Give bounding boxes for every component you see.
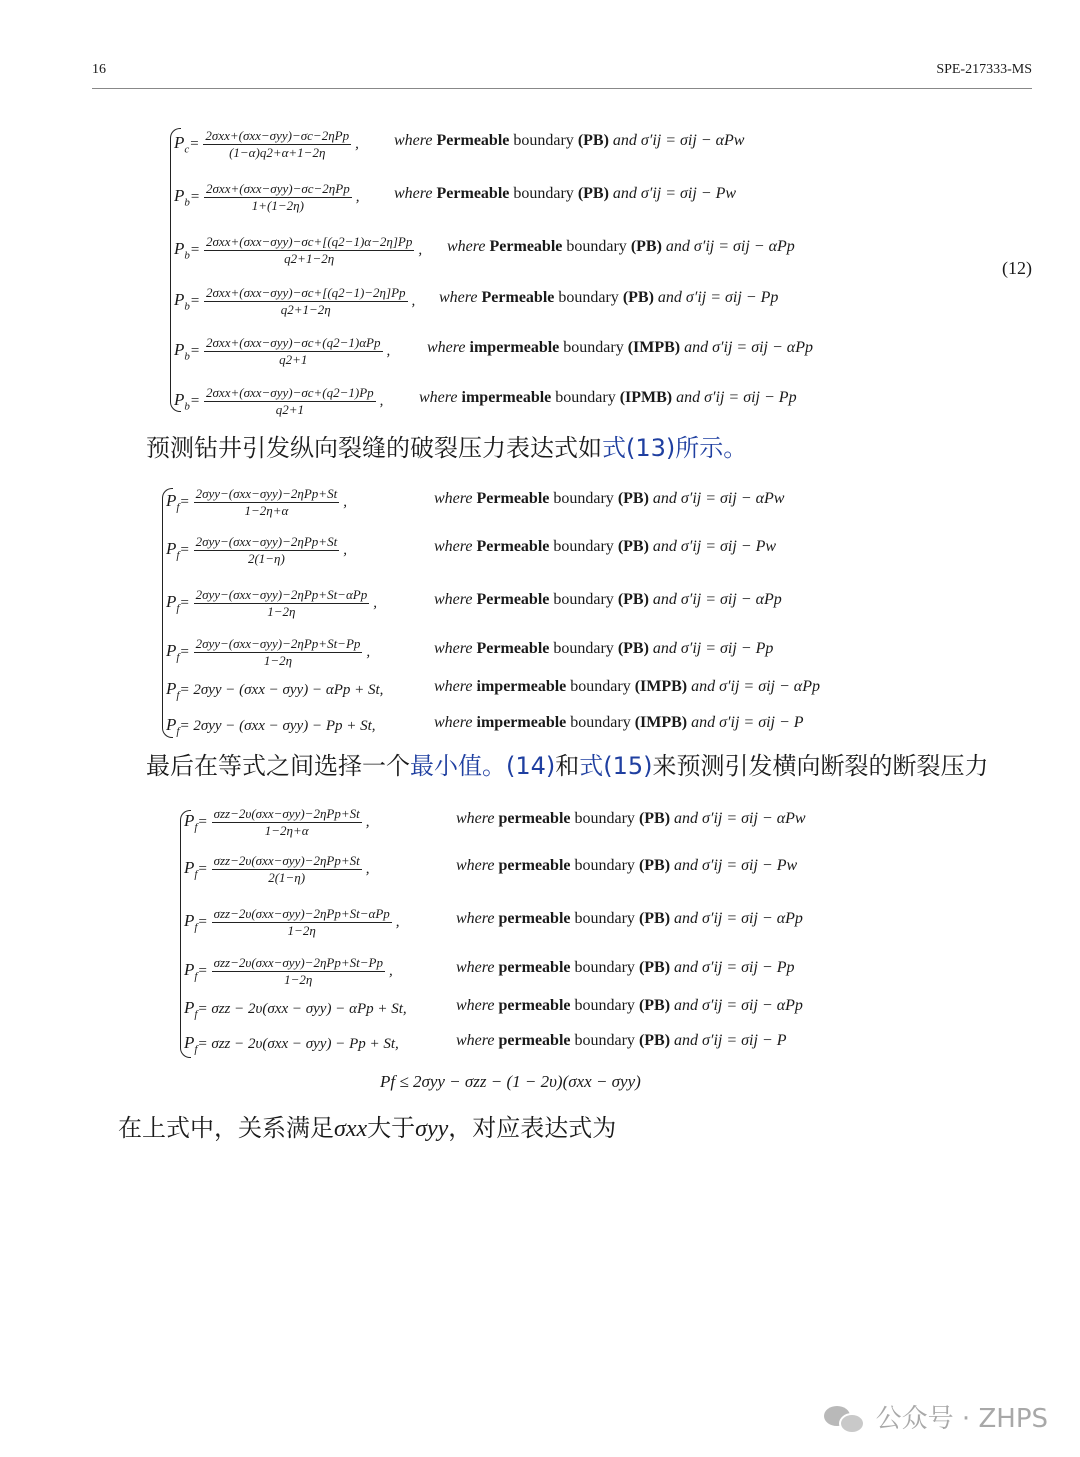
equation-row: $P_f$ = $\frac{\text{σzz−2υ(σxx−σyy)−2ηPp+St}}{2(1-\eta)}$ , xyxy=(184,852,370,885)
fraction xyxy=(204,335,382,368)
boundary-condition: where permeable boundary (PB) and σ′ij = σij − Pp xyxy=(456,959,795,976)
fraction-denominator: q2+1−2η xyxy=(280,301,331,317)
boundary-condition: where Permeable boundary (PB) and σ′ij = σij − αPw xyxy=(434,490,785,507)
equation-lhs: $P_f$ xyxy=(184,910,198,934)
fraction-denominator: 1−2η xyxy=(263,652,293,668)
fraction xyxy=(204,285,408,318)
fraction xyxy=(194,534,340,567)
paragraph-1: 预测钻井引发纵向裂缝的破裂压力表达式如式(13)所示。 xyxy=(146,434,748,462)
fraction-numerator: 2σxx+(σxx−σyy)−σc+(q2−1)αPp xyxy=(206,334,381,350)
boundary-condition: where Permeable boundary (PB) and σ′ij = σij − αPp xyxy=(434,591,782,608)
equation-number: (12) xyxy=(1002,258,1032,278)
fraction-numerator: 2σxx+(σxx−σyy)−σc+(q2−1)Pp xyxy=(206,384,374,400)
fraction-denominator: 1−2η+α xyxy=(264,822,309,838)
equation-lhs: $P_f$ xyxy=(184,959,198,983)
equation-row: $P_b$ = $\frac{\text{2σxx+(σxx−σyy)−σc−2ηPp}}{1+(1-2\eta)}$ , xyxy=(174,180,360,213)
boundary-condition: where permeable boundary (PB) and σ′ij = σij − αPp xyxy=(456,910,803,927)
equation-lhs: $P_b$ xyxy=(174,185,190,209)
fraction-denominator: q2+1−2η xyxy=(284,250,335,266)
fraction-denominator: q2+1 xyxy=(279,351,308,367)
equation-lhs: $P_f$ xyxy=(184,1032,198,1056)
fraction-denominator: 1+(1−2η) xyxy=(251,197,304,213)
min-value-link[interactable]: 最小值。(14) xyxy=(410,752,556,780)
boundary-condition: where Permeable boundary (PB) and σ′ij = σij − Pp xyxy=(434,640,774,657)
equation-expression: = σzz − 2υ(σxx − σyy) − αPp + St, xyxy=(197,1000,407,1017)
equation-lhs: $P_f$ xyxy=(166,591,180,615)
equation-expression: = 2σyy − (σxx − σyy) − Pp + St, xyxy=(179,717,376,734)
boundary-condition: where impermeable boundary (IMPB) and σ′ij = σij − αPp xyxy=(434,678,820,695)
equation-expression: = 2σyy − (σxx − σyy) − αPp + St, xyxy=(179,681,384,698)
equation-lhs: $P_f$ xyxy=(184,997,198,1021)
fraction-numerator: 2σyy−(σxx−σyy)−2ηPp+St−Pp xyxy=(195,635,361,651)
fraction-numerator: σzz−2υ(σxx−σyy)−2ηPp+St−Pp xyxy=(213,954,383,970)
equation-row: $P_f$ = $\frac{\text{2σyy−(σxx−σyy)−2ηPp+St}}{1-2\eta+\alpha}$ , xyxy=(166,485,347,518)
equation-lhs: $P_f$ xyxy=(166,640,180,664)
equation-lhs: $P_b$ xyxy=(174,289,190,313)
fraction-numerator: σzz−2υ(σxx−σyy)−2ηPp+St xyxy=(213,852,360,868)
fraction xyxy=(204,181,352,214)
fraction-numerator: 2σyy−(σxx−σyy)−2ηPp+St xyxy=(195,533,338,549)
fraction xyxy=(212,955,385,988)
boundary-condition: where Permeable boundary (PB) and σ′ij = σij − αPw xyxy=(394,132,745,149)
equation-lhs: $P_b$ xyxy=(174,339,190,363)
equation-row xyxy=(184,1024,399,1064)
boundary-condition: where impermeable boundary (IPMB) and σ′ij = σij − Pp xyxy=(419,389,797,406)
equation-row: $P_f$ = $\frac{\text{2σyy−(σxx−σyy)−2ηPp+St}}{2(1-\eta)}$ , xyxy=(166,533,347,566)
equation-row: $P_f$ = $\frac{\text{2σyy−(σxx−σyy)−2ηPp+St−Pp}}{1-2\eta}$ , xyxy=(166,635,371,668)
fraction xyxy=(212,853,362,886)
equation-15-link[interactable]: 式(15) xyxy=(579,752,653,780)
fraction-denominator: 1−2η+α xyxy=(244,502,289,518)
fraction-numerator: 2σxx+(σxx−σyy)−σc+[(q2−1)α−2η]Pp xyxy=(206,233,413,249)
fraction-numerator: σzz−2υ(σxx−σyy)−2ηPp+St−αPp xyxy=(213,905,390,921)
fraction xyxy=(203,128,351,161)
equation-lhs: $P_b$ xyxy=(174,389,190,413)
equation-row: $P_c$ = $\frac{\text{2σxx+(σxx−σyy)−σc−2ηPp}}{(1-\alpha)q2+\alpha+1-2\eta}$ , xyxy=(174,127,359,160)
equation-row: $P_b$ = $\frac{\text{2σxx+(σxx−σyy)−σc+[(q2−1)−2η]Pp}}{q2+1-2\eta}$ , xyxy=(174,284,416,317)
paragraph-3: 在上式中，关系满足σxx大于σyy，对应表达式为 xyxy=(118,1114,617,1142)
fraction-numerator: 2σxx+(σxx−σyy)−σc+[(q2−1)−2η]Pp xyxy=(206,284,406,300)
fraction-numerator: 2σxx+(σxx−σyy)−σc−2ηPp xyxy=(206,180,350,196)
equation-lhs: $P_f$ xyxy=(166,678,180,702)
boundary-condition: where permeable boundary (PB) and σ′ij = σij − αPp xyxy=(456,997,803,1014)
equation-lhs: $P_f$ xyxy=(166,714,180,738)
paragraph-2: 最后在等式之间选择一个最小值。(14)和式(15)来预测引发横向断裂的断裂压力 xyxy=(146,752,989,780)
fraction xyxy=(204,234,414,267)
equation-lhs: $P_f$ xyxy=(184,857,198,881)
page-header xyxy=(92,60,1032,89)
equation-row: $P_f$ = $\frac{\text{σzz−2υ(σxx−σyy)−2ηPp+St−αPp}}{1-2\eta}$ , xyxy=(184,905,400,938)
fraction-denominator: 1−2η xyxy=(287,922,316,938)
boundary-condition: where Permeable boundary (PB) and σ′ij = σij − αPp xyxy=(447,238,795,255)
fraction xyxy=(212,806,362,839)
fraction-denominator: 1−2η xyxy=(267,603,296,619)
watermark: 公众号 · ZHPS xyxy=(824,1398,1048,1435)
equation-lhs: $P_b$ xyxy=(174,238,190,262)
boundary-condition: where Permeable boundary (PB) and σ′ij = σij − Pp xyxy=(439,289,779,306)
fraction xyxy=(204,385,376,418)
equation-row: $P_b$ = $\frac{\text{2σxx+(σxx−σyy)−σc+(q2−1)αPp}}{q2+1}$ , xyxy=(174,334,391,367)
boundary-condition: where Permeable boundary (PB) and σ′ij = σij − Pw xyxy=(394,185,737,202)
equation-row xyxy=(166,670,383,710)
equation-expression: = σzz − 2υ(σxx − σyy) − Pp + St, xyxy=(197,1035,399,1052)
inequality: Pf ≤ 2σyy − σzz − (1 − 2υ)(σxx − σyy) xyxy=(380,1072,641,1091)
fraction-numerator: 2σyy−(σxx−σyy)−2ηPp+St−αPp xyxy=(195,586,368,602)
boundary-condition: where Permeable boundary (PB) and σ′ij = σij − Pw xyxy=(434,538,777,555)
paper-id: SPE-217333-MS xyxy=(936,62,1032,77)
equation-lhs: $P_f$ xyxy=(184,810,198,834)
fraction-denominator: (1−α)q2+α+1−2η xyxy=(229,144,326,160)
fraction-numerator: 2σxx+(σxx−σyy)−σc−2ηPp xyxy=(205,127,350,143)
fraction xyxy=(212,906,392,939)
boundary-condition: where impermeable boundary (IMPB) and σ′ij = σij − αPp xyxy=(427,339,813,356)
page-number: 16 xyxy=(92,62,106,77)
boundary-condition: where permeable boundary (PB) and σ′ij = σij − P xyxy=(456,1032,787,1049)
boundary-condition: where impermeable boundary (IMPB) and σ′ij = σij − P xyxy=(434,714,804,731)
equation-row xyxy=(184,989,407,1029)
equation-lhs: $P_f$ xyxy=(166,490,180,514)
fraction-denominator: 2(1−η) xyxy=(247,550,285,566)
boundary-condition: where permeable boundary (PB) and σ′ij = σij − Pw xyxy=(456,857,798,874)
fraction xyxy=(194,486,340,519)
fraction-numerator: σzz−2υ(σxx−σyy)−2ηPp+St xyxy=(213,805,360,821)
equation-row: $P_b$ = $\frac{\text{2σxx+(σxx−σyy)−σc+(q2−1)Pp}}{q2+1}$ , xyxy=(174,384,384,417)
wechat-icon xyxy=(824,1402,866,1432)
fraction-denominator: 2(1−η) xyxy=(268,869,306,885)
fraction-denominator: 1−2η xyxy=(284,971,313,987)
boundary-condition: where permeable boundary (PB) and σ′ij = σij − αPw xyxy=(456,810,806,827)
equation-row: $P_f$ = $\frac{\text{2σyy−(σxx−σyy)−2ηPp+St−αPp}}{1-2\eta}$ , xyxy=(166,586,377,619)
fraction xyxy=(194,636,363,669)
equation-ref-link[interactable]: 式(13)所示。 xyxy=(602,434,748,462)
fraction xyxy=(194,587,370,620)
equation-lhs: $P_c$ xyxy=(174,132,190,156)
equation-row: $P_f$ = $\frac{\text{σzz−2υ(σxx−σyy)−2ηPp+St}}{1-2\eta+\alpha}$ , xyxy=(184,805,370,838)
equation-row: $P_b$ = $\frac{\text{2σxx+(σxx−σyy)−σc+[(q2−1)α−2η]Pp}}{q2+1-2\eta}$ , xyxy=(174,233,423,266)
equation-row: $P_f$ = $\frac{\text{σzz−2υ(σxx−σyy)−2ηPp+St−Pp}}{1-2\eta}$ , xyxy=(184,954,393,987)
fraction-numerator: 2σyy−(σxx−σyy)−2ηPp+St xyxy=(195,485,338,501)
equation-row xyxy=(166,706,376,746)
fraction-denominator: q2+1 xyxy=(275,401,304,417)
equation-lhs: $P_f$ xyxy=(166,538,180,562)
